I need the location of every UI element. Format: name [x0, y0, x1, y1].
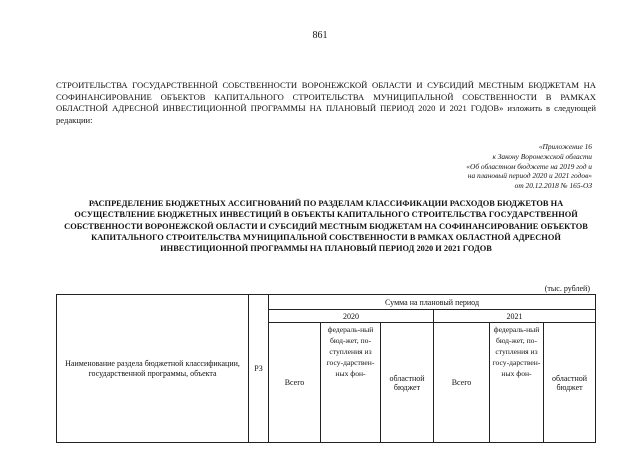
header-total-2020: Всего	[269, 323, 321, 443]
header-federal-2021: федераль-ный бюд-жет, по-ступления из госу-дарствен-ных фон-	[490, 323, 544, 443]
header-federal-2020: федераль-ный бюд-жет, по-ступления из госу-дарствен-ных фон-	[321, 323, 381, 443]
appendix-line-3: «Об областном бюджете на 2019 год и	[466, 161, 592, 171]
document-title: РАСПРЕДЕЛЕНИЕ БЮДЖЕТНЫХ АССИГНОВАНИЙ ПО РАЗДЕЛАМ КЛАССИФИКАЦИИ РАСХОДОВ БЮДЖЕТОВ НА ОСУЩЕСТВЛЕНИЕ БЮДЖЕТНЫХ ИНВЕСТИЦИЙ В ОБЪЕКТЫ КАПИТАЛЬНОГО СТРОИТЕЛЬСТВА ГОСУДАРСТВЕННОЙ СОБСТВЕННОСТИ ВОРОНЕЖСКОЙ ОБЛАСТИ И СУБСИДИЙ МЕСТНЫМ БЮДЖЕТАМ НА СОФИНАНСИРОВАНИЕ ОБЪЕКТОВ КАПИТАЛЬНОГО СТРОИТЕЛЬСТВА МУНИЦИПАЛЬНОЙ СОБСТВЕННОСТИ В РАМКАХ ОБЛАСТНОЙ АДРЕСНОЙ ИНВЕСТИЦИОННОЙ ПРОГРАММЫ НА ПЛАНОВЫЙ ПЕРИОД 2020 И 2021 ГОДОВ	[64, 199, 588, 254]
header-year-2021: 2021	[434, 310, 596, 323]
page-number: 861	[312, 30, 328, 41]
header-regional-2020: областной бюджет	[381, 323, 434, 443]
header-name-column: Наименование раздела бюджетной классификации, государственной программы, объекта	[57, 295, 249, 443]
budget-table	[56, 294, 596, 443]
header-regional-2021: областной бюджет	[544, 323, 596, 443]
header-sum-period: Сумма на плановый период	[269, 295, 596, 310]
appendix-line-4: на плановый период 2020 и 2021 годов»	[467, 171, 592, 181]
appendix-line-1: «Приложение 16	[538, 142, 592, 151]
intro-paragraph: СТРОИТЕЛЬСТВА ГОСУДАРСТВЕННОЙ СОБСТВЕННОСТИ ВОРОНЕЖСКОЙ ОБЛАСТИ И СУБСИДИЙ МЕСТНЫМ БЮДЖЕТАМ НА СОФИНАНСИРОВАНИЕ ОБЪЕКТОВ КАПИТАЛЬНОГО СТРОИТЕЛЬСТВА МУНИЦИПАЛЬНОЙ СОБСТВЕННОСТИ В РАМКАХ ОБЛАСТНОЙ АДРЕСНОЙ ИНВЕСТИЦИОННОЙ ПРОГРАММЫ НА ПЛАНОВЫЙ ПЕРИОД 2020 И 2021 ГОДОВ» изложить в следующей редакции:	[56, 80, 596, 125]
appendix-line-2: к Закону Воронежской области	[492, 151, 592, 161]
header-total-2021: Всего	[434, 323, 490, 443]
header-rz-column: РЗ	[249, 295, 269, 443]
appendix-line-5: от 20.12.2018 № 165-ОЗ	[514, 181, 592, 191]
units-label: (тыс. рублей)	[544, 284, 590, 293]
header-year-2020: 2020	[269, 310, 434, 323]
appendix-reference	[392, 142, 592, 191]
